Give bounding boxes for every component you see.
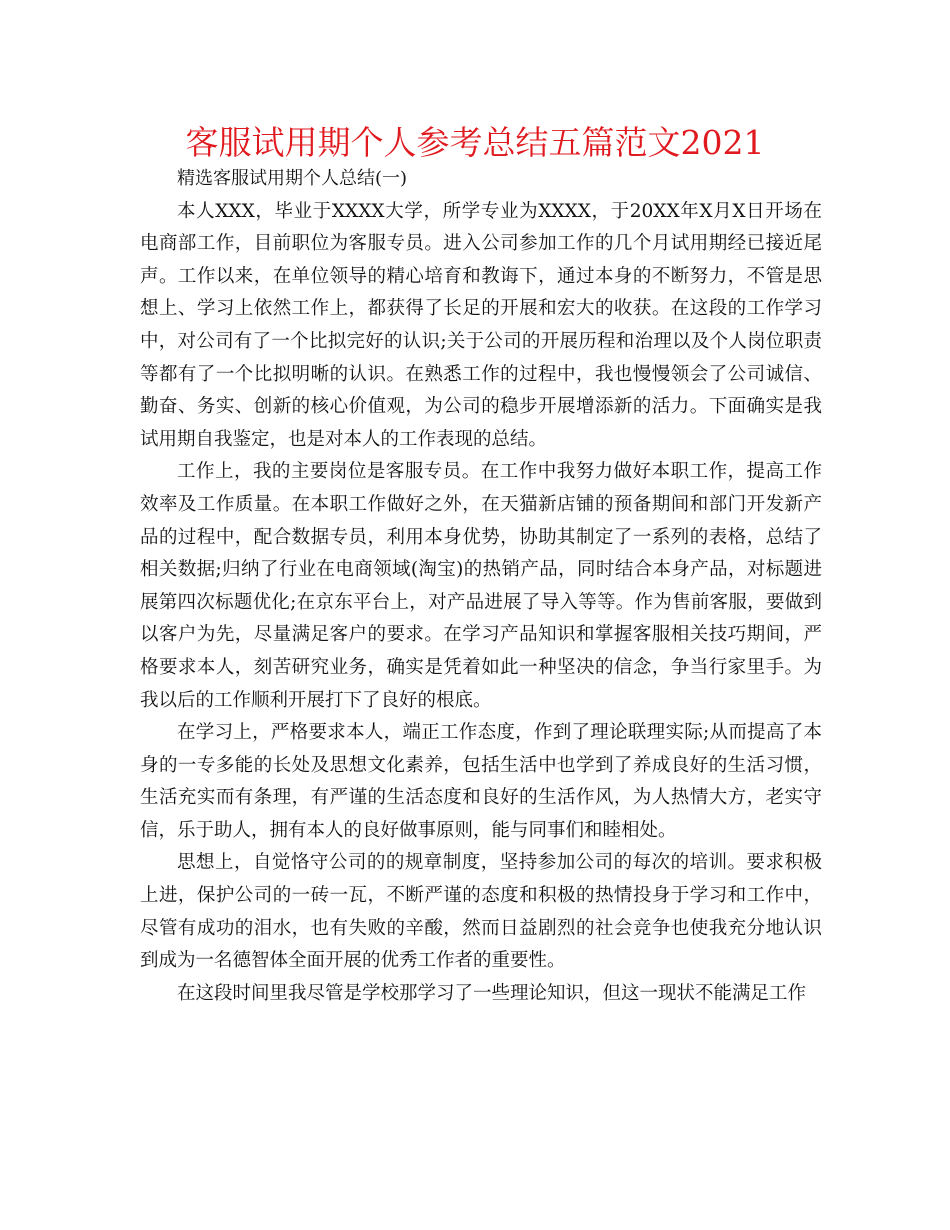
paragraph-3: 在学习上，严格要求本人，端正工作态度，作到了理论联理实际;从而提高了本身的一专多能的长处及思想文化素养，包括生活中也学到了养成良好的生活习惯，生活充实而有条理，有严谨的生活态度和良好的生活作风，为人热情大方，老实守信，乐于助人，拥有本人的良好做事原则，能与同事们和睦相处。 [140, 722, 822, 841]
document-body [140, 163, 822, 1010]
paragraph-5: 在这段时间里我尽管是学校那学习了一些理论知识，但这一现状不能满足工作 [177, 982, 807, 1004]
paragraph-1: 本人XXX，毕业于XXXX大学，所学专业为XXXX，于20XX年X月X日开场在电商部工作，目前职位为客服专员。进入公司参加工作的几个月试用期经已接近尾声。工作以来，在单位领导的精心培育和教诲下，通过本身的不断努力，不管是思想上、学习上依然工作上，都获得了长足的开展和宏大的收获。在这段的工作学习中，对公司有了一个比拟完好的认识;关于公司的开展历程和治理以及个人岗位职责等都有了一个比拟明晰的认识。在熟悉工作的过程中，我也慢慢领会了公司诚信、勤奋、务实、创新的核心价值观，为公司的稳步开展增添新的活力。下面确实是我试用期自我鉴定，也是对本人的工作表现的总结。 [140, 200, 822, 450]
section-subtitle: 精选客服试用期个人总结(一) [177, 168, 408, 189]
paragraph-4: 思想上，自觉恪守公司的的规章制度，坚持参加公司的每次的培训。要求积极上进，保护公司的一砖一瓦，不断严谨的态度和积极的热情投身于学习和工作中，尽管有成功的泪水，也有失败的辛酸，然而日益剧烈的社会竞争也使我充分地认识到成为一名德智体全面开展的优秀工作者的重要性。 [140, 852, 822, 972]
paragraph-2: 工作上，我的主要岗位是客服专员。在工作中我努力做好本职工作，提高工作效率及工作质量。在本职工作做好之外，在天猫新店铺的预备期间和部门开发新产品的过程中，配合数据专员，利用本身优势，协助其制定了一系列的表格，总结了相关数据;归纳了行业在电商领域(淘宝)的热销产品，同时结合本身产品，对标题进展第四次标题优化;在京东平台上，对产品进展了导入等等。作为售前客服，要做到以客户为先，尽量满足客户的要求。在学习产品知识和掌握客服相关技巧期间，严格要求本人，刻苦研究业务，确实是凭着如此一种坚决的信念，争当行家里手。为我以后的工作顺利开展打下了良好的根底。 [140, 461, 822, 711]
document-title: 客服试用期个人参考总结五篇范文2021 [185, 123, 765, 162]
